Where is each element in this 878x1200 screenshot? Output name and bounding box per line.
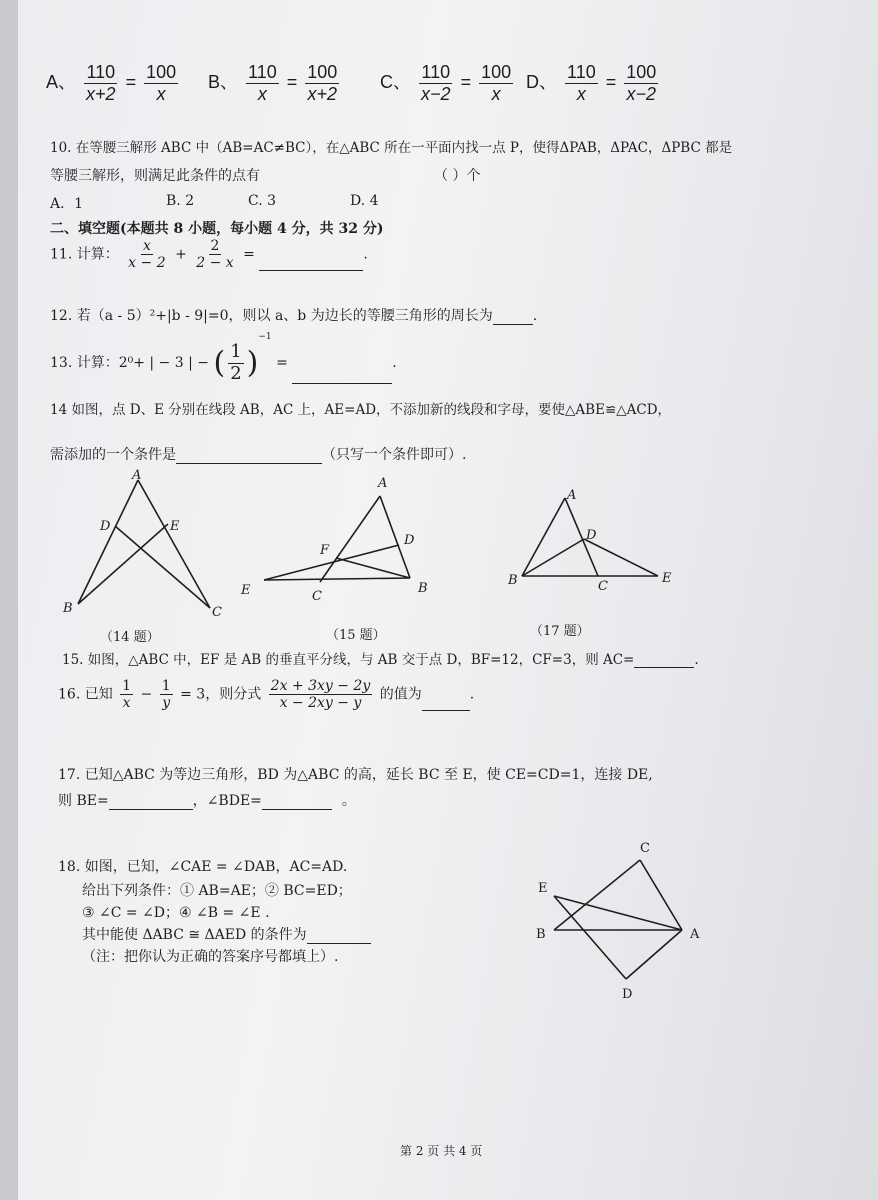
q9-option-d: D、 $\frac{110}{x}$ = $\frac{100}{x-2}$ [526,62,657,104]
figure-14-caption: （14 题） [100,630,160,645]
label-e: E [170,519,180,534]
label-d: D [586,528,597,543]
label-b: B [418,581,428,596]
q18-line4: 其中能使 ΔABC ≅ ΔAED 的条件为 [82,924,371,944]
answer-blank[interactable] [634,653,694,668]
segment-ed [554,896,626,979]
label-b: B [63,601,73,616]
segment-cb [554,860,640,930]
answer-blank[interactable] [176,449,322,464]
label-a: A [378,476,388,491]
q18-line1: 18. 如图，已知，∠CAE = ∠DAB，AC=AD. [58,859,348,875]
section-title: 二、填空题(本题共 8 小题，每小题 4 分，共 32 分) [50,221,384,237]
page-footer: 第 2 页 共 4 页 [400,1144,483,1158]
q14-line2: 需添加的一个条件是 （只写一个条件即可）. [50,447,467,463]
label-d: D [622,987,633,1002]
answer-blank[interactable] [307,929,371,944]
figure-15 [236,470,436,610]
q10-option-b: B. 2 [166,193,195,209]
answer-blank[interactable] [422,696,470,711]
label-f: F [320,543,330,558]
figure-18 [530,836,720,1006]
q10-option-a: A．1 [50,196,84,212]
segment-ab [78,480,138,604]
figure-15-caption: （15 题） [326,628,386,643]
label-e: E [662,571,672,586]
label-a: A [132,468,142,483]
q18-line3: ③ ∠C = ∠D；④ ∠B = ∠E . [82,905,270,921]
segment-be [78,524,168,604]
label-c: C [640,841,650,856]
q16: 16. 已知 $\frac{1}{x}$ − $\frac{1}{y}$ = 3，则分式 $\frac{2x + 3xy - 2y}{x - 2xy - y}$ 的值为 . [58,678,475,712]
q9-option-a: A、 $\frac{110}{x+2}$ = $\frac{100}{x}$ [46,62,177,104]
label-d: D [100,519,111,534]
label-a: A [690,927,700,942]
answer-blank[interactable] [292,369,392,384]
segment-ea [554,896,682,930]
q10-option-c: C. 3 [248,193,277,209]
label-a: A [567,488,577,503]
q9-option-b: B、 $\frac{110}{x}$ = $\frac{100}{x+2}$ [208,62,338,104]
q17-line2: 则 BE= ，∠BDE= 。 [58,793,356,809]
segment-ac [138,480,210,608]
label-e: E [538,881,548,896]
q18-line5: （注：把你认为正确的答案序号都填上）. [82,949,339,965]
q18-line2: 给出下列条件：① AB=AE；② BC=ED； [82,883,352,899]
answer-blank[interactable] [262,795,332,810]
answer-blank[interactable] [259,256,363,271]
label-d: D [404,533,415,548]
segment-cd [115,526,210,608]
q10-line1: 10. 在等腰三解形 ABC 中（AB=AC≠BC），在△ABC 所在一平面内找一点 P，使得ΔPAB，ΔPAC，ΔPBC 都是 [50,140,733,156]
q10-option-d: D. 4 [350,193,379,209]
q10-answer-bracket: （ ）个 [434,168,481,184]
q17-line1: 17. 已知△ABC 为等边三角形，BD 为△ABC 的高，延长 BC 至 E，使 CE=CD=1，连接 DE, [58,767,653,783]
answer-blank[interactable] [109,795,193,810]
q13: 13. 计算：2⁰+ | − 3 | − ( $\frac{1}{2}$ )$^{-1}$ = . [50,332,397,384]
q9-option-c: C、 $\frac{110}{x-2}$ = $\frac{100}{x}$ [380,62,512,104]
segment-ab [522,498,565,576]
segment-ca [640,860,682,930]
label-c: C [598,579,608,594]
figure-17 [500,484,680,594]
q10-line2: 等腰三解形，则满足此条件的点有 [50,168,260,184]
segment-ed [264,545,399,580]
q9-options [46,62,686,116]
figure-14 [60,468,240,620]
q11: 11. 计算： $\frac{x}{x - 2}$ + $\frac{2}{2 - x}$ = . [50,238,368,272]
segment-da [626,930,682,979]
answer-blank[interactable] [493,310,533,325]
label-c: C [312,589,322,604]
q14-line1: 14 如图，点 D、E 分别在线段 AB，AC 上，AE=AD，不添加新的线段和字母，要使△ABE≌△ACD， [50,402,672,418]
q15: 15. 如图，△ABC 中，EF 是 AB 的垂直平分线，与 AB 交于点 D，BF=12，CF=3，则 AC= . [62,652,699,668]
q12: 12. 若（a - 5）²+|b - 9|=0，则以 a、b 为边长的等腰三角形的周长为 . [50,308,538,324]
label-c: C [212,605,222,620]
segment-fb [336,558,410,578]
label-b: B [508,573,518,588]
label-b: B [536,927,546,942]
label-e: E [241,583,251,598]
segment-eb [264,578,410,580]
figure-17-caption: （17 题） [530,624,590,639]
segment-ac [320,496,380,582]
